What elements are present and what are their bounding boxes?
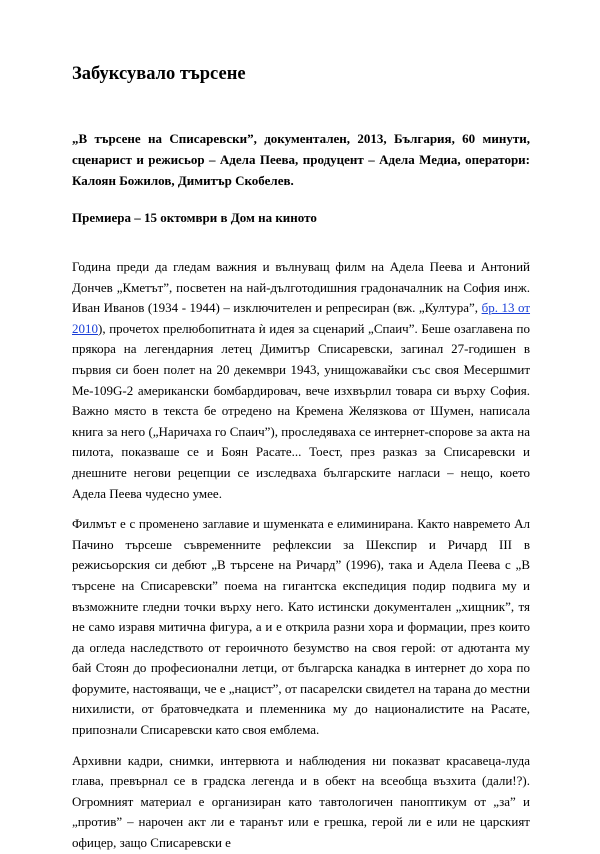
document-page: [72, 62, 530, 854]
paragraph-3: Архивни кадри, снимки, интервюта и наблюдения ни показват красавеца-луда глава, превърнал се в градска легенда и в обект на всеобща възхита (дали!?). Огромният материал е организиран като тавтологичен паноптикум от „за” и „против” – нарочен акт ли е таранът или е грешка, герой ли е или не царският офицер, защо Списаревски е: [72, 752, 530, 851]
paragraph-1-text-after-link: ), прочетох прелюбопитната ѝ идея за сценарий „Спаич”. Беше озаглавена по прякора на легендарния летец Димитър Списаревски, загинал 27-годишен в първия си боен полет на 20 декември 1943, унищожавайки със своя Месершмит Ме-109G-2 американски бомбардировач, вече изхвърлил товара си върху София. Важно място в текста бе отредено на Кремена Желязкова от Шумен, написала книга за него („Наричаха го Спаич”), проследяваха се интернет-спорове за акта на пилота, показваше се и Боян Расате... Тоест, през разказ за Списаревски и днешните негови рецепции се изследваха българските нагласи – нещо, което Адела Пеева чудесно умее.: [72, 320, 530, 501]
paragraph-1: [72, 257, 530, 504]
premiere-note: Премиера – 15 октомври в Дом на киното: [72, 210, 317, 225]
paragraph-1-text-before-link: Година преди да гледам важния и вълнуващ филм на Адела Пеева и Антоний Дончев „Кметът”, посветен на най-дълготодишния градоначалник на София инж. Иван Иванов (1934 - 1944) – изключителен и репресиран (вж. „Култура”,: [72, 259, 530, 316]
film-credits: „В търсене на Списаревски”, документален, 2013, България, 60 минути, сценарист и режисьор – Адела Пеева, продуцент – Адела Медиа, оператори: Калоян Божилов, Димитър Скобелев.: [72, 131, 530, 188]
article-title: Забуксувало търсене: [72, 64, 246, 84]
kultura-issue-link[interactable]: бр. 13 от 2010: [72, 300, 531, 336]
paragraph-2: Филмът е с променено заглавие и шуменката е елиминирана. Както навремето Ал Пачино търсеше съвременните рефлексии за Шекспир и Ричард III в режисьорския си дебют „В търсене на Ричард” (1996), така и Адела Пеева с „В търсене на Списаревски” поема на гигантска експедиция подир подвига му и възможните гледни точки върху него. Като истински документален „хищник”, тя не само изравя митична фигура, а и е открила разни хора и формации, през които да огледа наследството от героичното безумство на своя герой: от адютанта му бай Стоян до професионални летци, от българска канадка в интернет до хора по форумите, настояващи, че е „нацист”, от пасарелски свидетел на тарана до местни нихилисти, от братовчедката и племенника му до националистите на Расате, припознали Списаревски като своя емблема.: [72, 516, 530, 738]
